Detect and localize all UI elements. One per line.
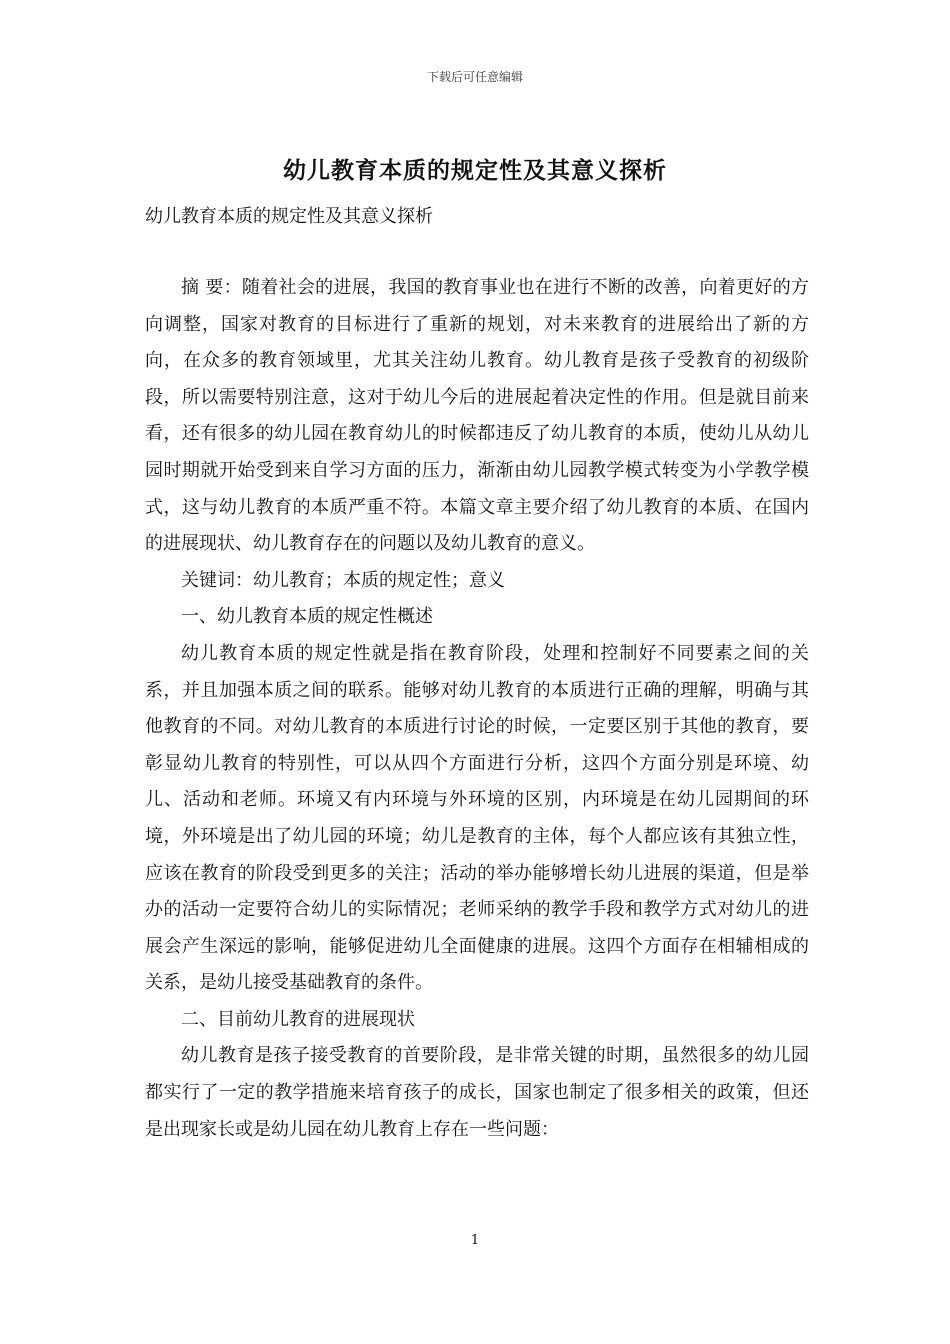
document-subtitle: 幼儿教育本质的规定性及其意义探析 [145,206,433,227]
page-header: 下载后可任意编辑 [426,70,523,84]
document-title: 幼儿教育本质的规定性及其意义探析 [283,157,667,184]
keywords-paragraph: 关键词：幼儿教育；本质的规定性；意义 [181,569,505,591]
body-paragraph: 幼儿教育是孩子接受教育的首要阶段，是非常关键的时期，虽然很多的幼儿园都实行了一定的教学措施来培育孩子的成长，国家也制定了很多相关的政策，但还是出现家长或是幼儿园在幼儿教育上存在一些问题： [145,1045,809,1140]
section-heading-1: 一、幼儿教育本质的规定性概述 [181,606,433,628]
document-body [145,270,809,1148]
section-heading-2: 二、目前幼儿教育的进展现状 [181,1008,415,1030]
page-number: 1 [470,1233,480,1248]
abstract-paragraph: 摘 要：随着社会的进展，我国的教育事业也在进行不断的改善，向着更好的方向调整，国家对教育的目标进行了重新的规划，对未来教育的进展给出了新的方向，在众多的教育领域里，尤其关注幼儿教育。幼儿教育是孩子受教育的初级阶段，所以需要特别注意，这对于幼儿今后的进展起着决定性的作用。但是就目前来看，还有很多的幼儿园在教育幼儿的时候都违反了幼儿教育的本质，使幼儿从幼儿园时期就开始受到来自学习方面的压力，渐渐由幼儿园教学模式转变为小学教学模式，这与幼儿教育的本质严重不符。本篇文章主要介绍了幼儿教育的本质、在国内的进展现状、幼儿教育存在的问题以及幼儿教育的意义。 [145,277,809,555]
body-paragraph: 幼儿教育本质的规定性就是指在教育阶段，处理和控制好不同要素之间的关系，并且加强本质之间的联系。能够对幼儿教育的本质进行正确的理解，明确与其他教育的不同。对幼儿教育的本质进行讨论的时候，一定要区别于其他的教育，要彰显幼儿教育的特别性，可以从四个方面进行分析，这四个方面分别是环境、幼儿、活动和老师。环境又有内环境与外环境的区别，内环境是在幼儿园期间的环境，外环境是出了幼儿园的环境；幼儿是教育的主体，每个人都应该有其独立性，应该在教育的阶段受到更多的关注；活动的举办能够增长幼儿进展的渠道，但是举办的活动一定要符合幼儿的实际情况；老师采纳的教学手段和教学方式对幼儿的进展会产生深远的影响，能够促进幼儿全面健康的进展。这四个方面存在相辅相成的关系，是幼儿接受基础教育的条件。 [145,642,809,994]
